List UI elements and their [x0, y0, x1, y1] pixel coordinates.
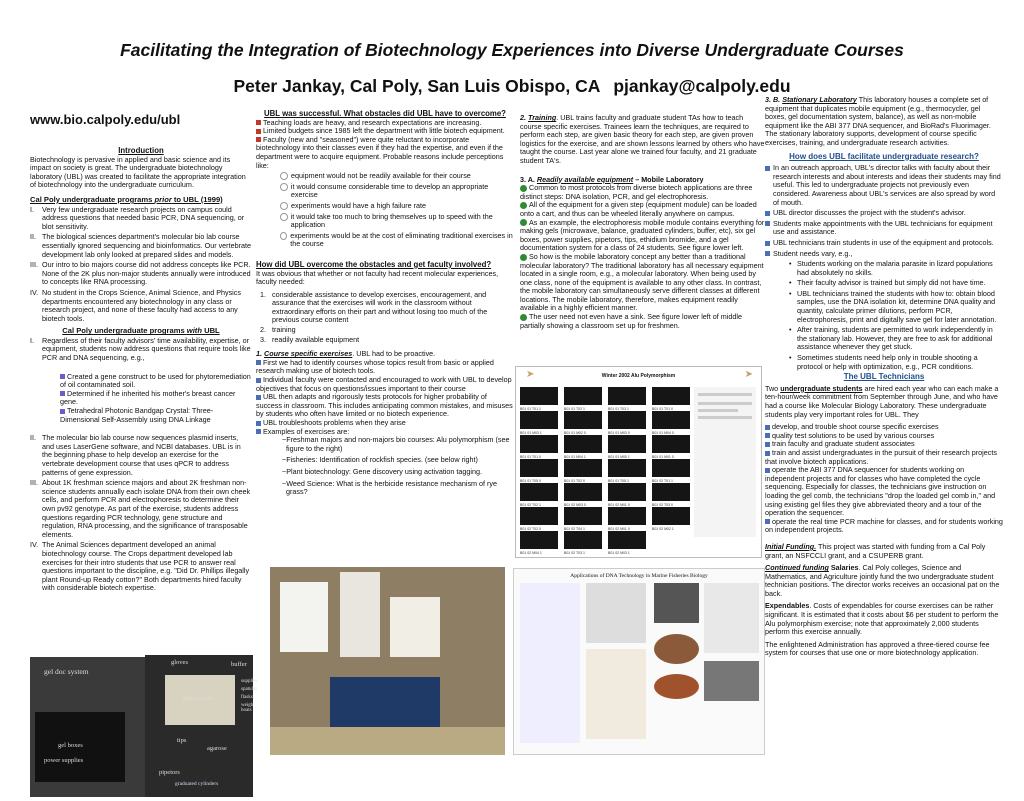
item-text: The Animal Sciences department developed an animal biotechnology course. The Crops department developed lab exercises for their intro students that use PCR to answer real questions important to the discipline, e.g. "Did Dr. Phillips illegally plant Round-up Ready cotton?" Both departments hired faculty with considerable biotech expertise.	[42, 540, 250, 593]
technicians-intro	[765, 385, 1003, 419]
intro-b: undergraduate students	[780, 383, 863, 393]
item-text: Examples of exercises are:	[263, 426, 350, 436]
poster-tree	[586, 649, 646, 739]
prior-heading-b: prior	[154, 194, 172, 204]
list-item	[60, 390, 252, 407]
gel-lane-label: B01 01 M01 0	[652, 455, 674, 459]
obstacle-item	[256, 136, 514, 170]
swirl-bullet-icon	[280, 232, 287, 240]
square-bullet-icon	[765, 442, 770, 447]
expendables	[765, 602, 1003, 636]
item-text: UBL troubleshoots problems when they arise	[263, 418, 406, 427]
poster-photo	[654, 583, 699, 623]
gel-lanes	[520, 387, 692, 555]
green-dot-icon	[520, 254, 527, 261]
list-item	[280, 202, 514, 211]
heading-num: 3. A.	[520, 174, 535, 184]
square-bullet-icon	[256, 378, 261, 383]
item-text: train faculty and graduate student associates	[772, 439, 915, 449]
support-item	[256, 359, 514, 376]
gel-lane-label: B01 02 M03 0	[564, 503, 586, 507]
gel-lane-label: B01 01 T01 1	[520, 407, 541, 411]
square-bullet-icon	[256, 137, 261, 142]
stationary-text: This laboratory houses a complete set of equipment that duplicates mobile equipment (e.g., thermocycler, gel boxes, gel documentation system, balance), as well as non-mobile equipment like the ABI 377 DNA sequencer, and BioRad's Fluorimager. The stationary laboratory supports, development of course specific exercises, training, and undergraduate research activities.	[765, 95, 991, 147]
item-text: Regardless of their faculty advisors' time availability, expertise, or equipment, students now address questions that require tools like PCR and DNA sequencing, e.g.,	[42, 335, 251, 363]
heading-text: Continued funding	[765, 563, 829, 573]
item-text: After training, students are permitted to work independently in the stationary lab. However, they are free to ask for additional assistance whenever they get stuck.	[797, 325, 993, 352]
item-text: equipment would not be readily available for their course	[291, 171, 471, 181]
item-num: III.	[30, 478, 38, 488]
item-num: IV.	[30, 287, 39, 297]
item-text: First we had to identify courses whose topics result from basic or applied research making use of biotech tools.	[256, 357, 494, 376]
item-text: Teaching loads are heavy, and research expectations are increasing.	[263, 117, 482, 127]
photo-label: gel doc system	[44, 667, 89, 676]
item-text: Faculty (new and "seasoned") were quite reluctant to incorporate biotechnology into their classes even if they had the expertise, and even if the department were to acquire equipment. Probable reasons include perceptions like:	[256, 134, 504, 170]
item-text: Tetrahedral Photonic Bandgap Crystal: Three-Dimensional Self-Assembly using DNA Linkage	[60, 406, 214, 424]
alu-gel-figure	[515, 366, 762, 558]
technicians-heading: The UBL Technicians	[843, 372, 925, 382]
list-item	[60, 373, 252, 390]
item-text: Determined if he inherited his mother's breast cancer gene.	[60, 388, 236, 407]
with-heading	[30, 327, 252, 336]
gel-lane-label: B01 02 T02 1	[520, 503, 541, 507]
author-line: Peter Jankay, Cal Poly, San Luis Obispo, CA	[233, 76, 601, 96]
item-text: Created a gene construct to be used for phytoremediation of oil contaminated soil.	[60, 371, 251, 390]
list-item	[280, 183, 514, 200]
list-item	[256, 336, 514, 345]
gel-lane-image	[608, 507, 646, 531]
swirl-bullet-icon	[280, 172, 288, 180]
item-text: The molecular bio lab course now sequences plasmid inserts, and uses LaserGene software, and NCBI databases. UBL is in the beginning phase to help develop an exercise for the vertebrate development course that uses qPCR to address patterns of gene expression.	[42, 433, 241, 477]
gel-lane-label: B01 01 T05 1	[608, 479, 629, 483]
photo-label: microwave	[183, 695, 212, 702]
gel-lane-label: B01 01 M04 0	[652, 431, 674, 435]
classroom-bottles-photo	[270, 567, 505, 755]
photo-label: graduated cylinders	[175, 781, 219, 787]
website-url: www.bio.calpoly.edu/ubl	[30, 112, 181, 127]
item-text: develop, and trouble shoot course specific exercises	[772, 422, 939, 432]
gel-lane-label: B01 01 T02 0	[564, 479, 585, 483]
mobile-item	[520, 313, 765, 330]
item-text: Sometimes students need help only in trouble shooting a protocol or help with optimization, e.g., PCR conditions.	[797, 353, 978, 371]
research-list	[765, 164, 1003, 258]
gel-lane-label: B01 02 T03 0	[652, 503, 673, 507]
item-text: No student in the Crops Science, Animal Science, and Physics departments encountered any biotechnology in any class or research project, and none of these faculty had access to any biotech tools.	[42, 287, 241, 323]
list-item	[765, 220, 1003, 237]
gel-lane-label: B01 02 M04 1	[520, 551, 542, 555]
gel-lane-image	[520, 435, 558, 459]
gel-lane-image	[564, 459, 602, 483]
square-bullet-icon	[60, 374, 65, 379]
gel-lane-image	[520, 507, 558, 531]
course-fee-note: The enlightened Administration has approved a three-tiered course fee system for courses that use one or more biotechnology application.	[765, 639, 990, 658]
item-text: All of the equipment for a given step (equipment module) can be loaded onto a cart, and thus can be wheeled literally anywhere on campus.	[520, 200, 757, 218]
item-text: operate the real time PCR machine for classes, and for students working on independent projects.	[765, 516, 1003, 535]
supplies-cart-photo	[145, 655, 258, 797]
item-text: As an example, the electrophoresis mobile module contains everything for making gels (microwave, balance, graduated cylinders, buffer, etc), six gel boxes, power supplies, pipetors, tips, ethidium bromide, and a gel documentation system for a class of 24 students. See figure lower left.	[520, 217, 765, 253]
gel-lane-image	[564, 531, 602, 555]
gel-lane-label: B01 02 T04 1	[564, 527, 585, 531]
list-item: • UBL technicians trained the students with how to: obtain blood samples, use the DNA isolation kit, determine DNA quality and quantity, calculate primer dilutions, perform PCR, electrophoresis, print and digitally save gel for later annotation.	[789, 290, 1003, 324]
item-text: Individual faculty were contacted and encouraged to work with UBL to develop objectives that focus on questions/issues important to their course	[256, 375, 512, 393]
gel-title: Winter 2002 Alu Polymorphism	[601, 373, 676, 379]
heading-text: Readily available equipment	[536, 174, 634, 184]
photo-label: power supplies	[44, 757, 84, 764]
list-item: • Students working on the malaria parasite in lizard populations had absolutely no skills.	[789, 260, 1003, 277]
list-item: • After training, students are permitted to work independently in the stationary lab. However, they are free to ask for additional assistance whenever they get stuck.	[789, 326, 1003, 352]
heading-num: 3. B.	[765, 95, 781, 104]
photo-label: weigh boats	[241, 703, 254, 713]
square-bullet-icon	[765, 519, 770, 524]
item-text: Their faculty advisor is trained but simply did not have time.	[797, 278, 986, 288]
list-item	[30, 541, 252, 593]
funding-text: . Costs of expendables for course exercises can be rather significant. It is estimated that it costs about $6 per student to perform the Alu polymorphism exercise; note that approximately 2,000 students perform this exercise annually.	[765, 601, 999, 637]
gel-lane-image	[520, 387, 558, 411]
gel-lane-label: B01 02 T03 1	[564, 551, 585, 555]
poster-chart	[586, 583, 646, 643]
swirl-bullet-icon	[280, 202, 288, 210]
item-text: UBL director discusses the project with the student's advisor.	[773, 208, 966, 218]
list-item	[30, 261, 252, 287]
gel-lane-label: B01 01 M03 0	[608, 431, 630, 435]
list-item	[280, 232, 514, 249]
gel-lane-label: B01 02 T02 0	[520, 527, 541, 531]
photo-label: flasks	[241, 695, 253, 700]
poster-text-block	[704, 583, 759, 653]
with-heading-b: with	[186, 326, 202, 336]
column-1	[30, 112, 252, 595]
item-text: operate the ABI 377 DNA sequencer for students working on independent projects and for classes who have completed the cycle sequencing. Especially for classes, the technicians give instruction on loading the gel comb, the technicians "drop the loaded gel comb in," and using existing gel files they give abbreviated theory and a tour of the operation the sequencer.	[765, 465, 996, 518]
photo-label: gloves	[171, 659, 188, 666]
heading-rest: – Mobile Laboratory	[633, 174, 704, 184]
item-num: I.	[30, 204, 34, 214]
gel-lane-image	[608, 459, 646, 483]
square-bullet-icon	[256, 429, 261, 434]
gel-lane-image	[520, 459, 558, 483]
item-text: Common to most protocols from diverse biotech applications are three distinct steps: DNA isolation, PCR, and gel electrophoresis.	[520, 183, 753, 201]
swirl-bullet-icon	[280, 213, 288, 221]
gel-lane-label: B01 02 M01 0	[608, 527, 630, 531]
item-text: experiments would have a high failure rate	[291, 200, 427, 210]
item-text: readily available equipment	[272, 334, 360, 344]
initial-funding	[765, 543, 1003, 560]
heading-num: 1.	[256, 349, 262, 359]
square-bullet-icon	[765, 433, 770, 438]
gel-lane-label: B01 02 M01 0	[608, 503, 630, 507]
photo-label: spatulas	[241, 687, 258, 692]
square-bullet-icon	[765, 241, 770, 246]
gel-lane-image	[608, 483, 646, 507]
gel-lane-image	[652, 387, 690, 411]
photo-label: pipetors	[159, 769, 180, 776]
item-text: train and assist undergraduates in the pursuit of their research projects that involve biotech applications.	[765, 447, 997, 466]
square-bullet-icon	[765, 451, 770, 456]
gel-lane-label: B01 01 T05 0	[520, 479, 541, 483]
tech-item	[765, 466, 1003, 518]
gel-lane-image	[652, 459, 690, 483]
example-list	[30, 373, 252, 425]
tech-item	[765, 518, 1003, 535]
gel-lane-image	[564, 411, 602, 435]
item-text: Student needs vary, e.g.,	[773, 248, 853, 258]
fish-image	[654, 634, 699, 664]
green-dot-icon	[520, 219, 527, 226]
item-text: Limited budgets since 1985 left the department with little biotech equipment.	[263, 126, 505, 136]
example-item: ~Fisheries: Identification of rockfish species. (see below right)	[282, 455, 478, 465]
gel-lane-image	[608, 387, 646, 411]
list-item: • Sometimes students need help only in trouble shooting a protocol or help with optimization, e.g., PCR conditions.	[789, 354, 1003, 371]
list-item	[280, 172, 514, 181]
item-num: II.	[30, 433, 36, 443]
mobile-item	[520, 201, 765, 218]
column-3	[520, 114, 765, 330]
support-item	[256, 376, 514, 393]
prior-list	[30, 206, 252, 324]
mobile-item	[520, 253, 765, 313]
gel-lane-label: B01 01 M05 1	[608, 455, 630, 459]
item-text: The biological sciences department's molecular bio lab course essentially ignored sequencing and bioinformatics. Our vertebrate development lab only looked at prepared slides and models.	[42, 232, 251, 259]
square-bullet-icon	[256, 421, 261, 426]
example-item: ~Weed Science: What is the herbicide resistance mechanism of rye grass?	[282, 478, 497, 497]
poster-title: Facilitating the Integration of Biotechnology Experiences into Diverse Undergraduate Courses	[120, 40, 904, 60]
item-num: IV.	[30, 540, 39, 550]
green-dot-icon	[520, 202, 527, 209]
item-num: 3.	[260, 334, 266, 344]
item-text: UBL technicians trained the students with how to: obtain blood samples, use the DNA isolation kit, determine DNA quality and quantity, calculate primer dilutions, perform PCR, electrophoresis, print and digitally save gel for later annotation.	[797, 288, 997, 324]
gel-lane-label: B01 01 M04 1	[564, 455, 586, 459]
intro-a: Two	[765, 383, 781, 393]
gel-lane-image	[652, 411, 690, 435]
support-item	[256, 393, 514, 419]
gel-lane-image	[608, 435, 646, 459]
gel-doc-photo	[30, 657, 145, 797]
poster-subtitle	[0, 76, 1024, 97]
list-item	[256, 291, 514, 325]
item-num: 2.	[260, 325, 266, 335]
mobile-item	[520, 184, 765, 201]
green-dot-icon	[520, 185, 527, 192]
list-item	[765, 239, 1003, 248]
square-bullet-icon	[60, 409, 65, 414]
gel-lane-image	[520, 411, 558, 435]
list-item	[765, 164, 1003, 207]
gel-lane-image	[608, 411, 646, 435]
item-text: it would consume considerable time to develop an appropriate exercise	[290, 181, 489, 200]
gel-lane-image	[564, 435, 602, 459]
column-2	[256, 110, 514, 500]
list-item	[30, 289, 252, 323]
gel-lane-image	[608, 531, 646, 555]
item-text: quality test solutions to be used by various courses	[772, 430, 935, 440]
list-item	[30, 434, 252, 477]
item-num: 1.	[260, 289, 266, 299]
heading-text: Stationary Laboratory	[782, 95, 857, 104]
gel-lane-image	[564, 387, 602, 411]
overcome-intro: It was obvious that whether or not faculty had recent molecular experiences, faculty needed:	[256, 268, 499, 287]
square-bullet-icon	[256, 395, 261, 400]
square-bullet-icon	[765, 221, 770, 226]
gel-lane-image	[520, 531, 558, 555]
item-text: UBL then adapts and rigorously tests protocols for higher probability of success in classroom. This includes anticipating common mistakes, and misuses by students who often have limited or no biotech experience.	[256, 392, 513, 419]
gel-lane-image	[520, 483, 558, 507]
intro-heading: Introduction	[118, 146, 164, 155]
list-item	[30, 479, 252, 539]
list-item: • Their faculty advisor is trained but simply did not have time.	[789, 278, 986, 288]
item-text: considerable assistance to develop exercises, encouragement, and assurance that the exercises will work in the classroom without extraordinary efforts on their part and without losing too much of the previous course content	[272, 289, 488, 325]
square-bullet-icon	[256, 129, 261, 134]
square-bullet-icon	[765, 166, 770, 171]
item-num: I.	[30, 335, 34, 345]
square-bullet-icon	[765, 468, 770, 473]
funding-text: . Cal Poly colleges, Science and Mathematics, and Agriculture jointly fund the two undergraduate student technician positions. The director works receives an occasional pat on the back.	[765, 563, 1000, 598]
example-item: ~Freshman majors and non-majors bio courses: Alu polymorphism (see figure to the right)	[282, 435, 510, 453]
photo-label: buffer	[231, 661, 247, 668]
gel-lane-label: B01 02 T01 1	[652, 479, 673, 483]
continued-funding	[765, 564, 1003, 598]
item-text: About 1K freshman science majors and about 2K freshman non-science students annually each isolate DNA from their own cheek cells, and perform PCR and electrophoresis to determine their own pv92 genotype. As part of the exercise, students address questions regarding PCR technology, gene structure and regulation, RNA processing, and the significance of transposable elements.	[42, 478, 251, 539]
tech-item	[765, 449, 1003, 466]
with-list	[30, 337, 252, 363]
square-bullet-icon	[765, 211, 770, 216]
item-text: Our intro to bio majors course did not address concepts like PCR. None of the 2K plus non-major students annually were introduced to concepts like RNA processing.	[42, 260, 251, 287]
intro-c: are hired each year who can each make a ten-hour/week commitment from September through June, and who have had a course like Molecular Biology Laboratory. These undergraduate students play very important roles for UBL. They	[765, 383, 999, 419]
item-text: In an outreach approach, UBL's director talks with faculty about their research interests and about interests and ideas their students may find useful. This led to undergraduate projects not previously even considered. Awareness about UBL's services are also spread by word of mouth.	[773, 163, 1001, 207]
email: pjankay@calpoly.edu	[613, 76, 791, 96]
funding-text: This project was started with funding from a Cal Poly grant, an NSFCCLI grant, and a CSUPERB grant.	[765, 541, 986, 560]
gel-lane-label: B01 02 M02 1	[652, 527, 674, 531]
heading-text: Expendables	[765, 601, 810, 611]
with-heading-c: UBL	[201, 326, 220, 336]
gel-lane-label: B01 02 M03 1	[608, 551, 630, 555]
example-item: ~Plant biotechnology: Gene discovery using activation tagging.	[282, 466, 482, 476]
with-heading-a: Cal Poly undergraduate programs	[62, 326, 187, 336]
item-num: II.	[30, 232, 36, 242]
intro-text: Biotechnology is pervasive in applied and basic science and its impact on society is great. The undergraduate biotechnology laboratory (UBL) was created to facilitate the appropriate integration of biotechnology into the undergraduate curriculum.	[30, 154, 246, 190]
research-heading: How does UBL facilitate undergraduate research?	[789, 151, 979, 161]
column-4	[765, 96, 1003, 662]
item-text: So how is the mobile laboratory concept any better than a traditional molecular laboratory? The traditional laboratory has all necessary equipment located in a single room, e.g., a molecular laboratory. When being used by one class, none of the equipment is available to any other class. In contrast, the mobile laboratory can simultaneously serve different classes at different locations. The mobile laboratory, therefore, makes equipment readily available in a highly efficient manner.	[520, 251, 764, 313]
gel-lane-image	[564, 483, 602, 507]
photo-label: tips	[177, 737, 187, 744]
list-item	[765, 209, 1003, 218]
green-dot-icon	[520, 314, 527, 321]
item-text: Students make appointments with the UBL technicians for equipment use and assistance.	[773, 218, 993, 237]
list-item	[765, 250, 1003, 259]
heading-num: 2.	[520, 113, 526, 122]
with-list-cont	[30, 434, 252, 593]
training-section	[520, 114, 765, 166]
poster-image-title: Applications of DNA Technology in Marine Fisheries Biology	[570, 573, 708, 579]
gel-lane-label: B01 01 M03 1	[520, 431, 542, 435]
prior-heading-a: Cal Poly undergraduate programs	[30, 194, 155, 204]
gel-lane-label: B01 01 M02 0	[564, 431, 586, 435]
gel-lane-image	[652, 483, 690, 507]
list-item	[30, 206, 252, 232]
poster-gel	[704, 661, 759, 701]
salaries-label: Salaries	[830, 563, 859, 573]
heading-text: Initial Funding.	[765, 541, 817, 551]
list-item	[30, 233, 252, 259]
obstacles-heading: UBL was successful. What obstacles did UBL have to overcome?	[264, 109, 506, 118]
cartoon-arm-icon: ➤	[744, 369, 753, 380]
perceptions-list	[256, 172, 514, 249]
list-item	[30, 337, 252, 363]
item-num: III.	[30, 260, 38, 270]
list-item	[280, 213, 514, 230]
item-text: it would take too much to bring themselves up to speed with the application	[290, 211, 493, 230]
item-text: experiments would be at the cost of eliminating traditional exercises in the course	[290, 230, 513, 249]
fish-image	[654, 674, 699, 699]
prior-heading	[30, 196, 252, 205]
prior-heading-c: to UBL (1999)	[171, 194, 223, 204]
item-text: training	[272, 325, 296, 335]
gel-lane-label: B01 01 T01 0	[652, 407, 673, 411]
stationary-section	[765, 96, 1003, 148]
overcome-heading: How did UBL overcome the obstacles and get faculty involved?	[256, 259, 492, 269]
photo-label: gel boxes	[58, 742, 83, 749]
cartoon-arm-icon: ➤	[526, 369, 535, 380]
item-text: The user need not even have a sink. See figure lower left of middle partially showing a classroom set up for freshmen.	[520, 312, 742, 330]
gel-lane-label: B01 01 T03 1	[608, 407, 629, 411]
gel-lane-label: B01 01 T01 0	[520, 455, 541, 459]
photo-label: agarose	[207, 745, 227, 752]
gel-lane-image	[652, 435, 690, 459]
list-item	[256, 326, 514, 335]
square-bullet-icon	[60, 391, 65, 396]
square-bullet-icon	[765, 425, 770, 430]
photo-label: supplies	[241, 679, 258, 684]
gel-lane-image	[652, 507, 690, 531]
square-bullet-icon	[765, 251, 770, 256]
gel-lane-image	[564, 507, 602, 531]
heading-rest: . UBL had to be proactive.	[352, 349, 436, 359]
mobile-item	[520, 219, 765, 253]
item-text: Very few undergraduate research projects on campus could address questions that needed basic PCR, DNA sequencing, or blot sensitivity.	[42, 204, 245, 231]
heading-text: Training	[528, 113, 557, 122]
heading-text: Course specific exercises	[264, 349, 353, 359]
item-text: UBL technicians train students in use of the equipment and protocols.	[773, 237, 994, 247]
gel-lane-label: B01 01 T02 1	[564, 407, 585, 411]
gel-legend-text	[694, 387, 756, 537]
marine-fisheries-poster-image	[513, 568, 765, 755]
needs-sublist	[765, 260, 1003, 371]
list-item	[60, 407, 252, 424]
square-bullet-icon	[256, 120, 261, 125]
item-text: Students working on the malaria parasite in lizard populations had absolutely no skills.	[797, 259, 993, 277]
training-text: . UBL trains faculty and graduate student TAs how to teach course specific exercises. Trainees learn the techniques, are required to perform each step, are given basic theory for each step, are given proven logistics for the exercise, and are shown lessons learned by others who have taught the course. Last year alone we trained four faculty, and 21 graduate student TA's.	[520, 113, 765, 165]
needs-list	[256, 291, 514, 345]
square-bullet-icon	[256, 360, 261, 365]
poster-text-block	[520, 583, 580, 743]
swirl-bullet-icon	[280, 183, 288, 191]
